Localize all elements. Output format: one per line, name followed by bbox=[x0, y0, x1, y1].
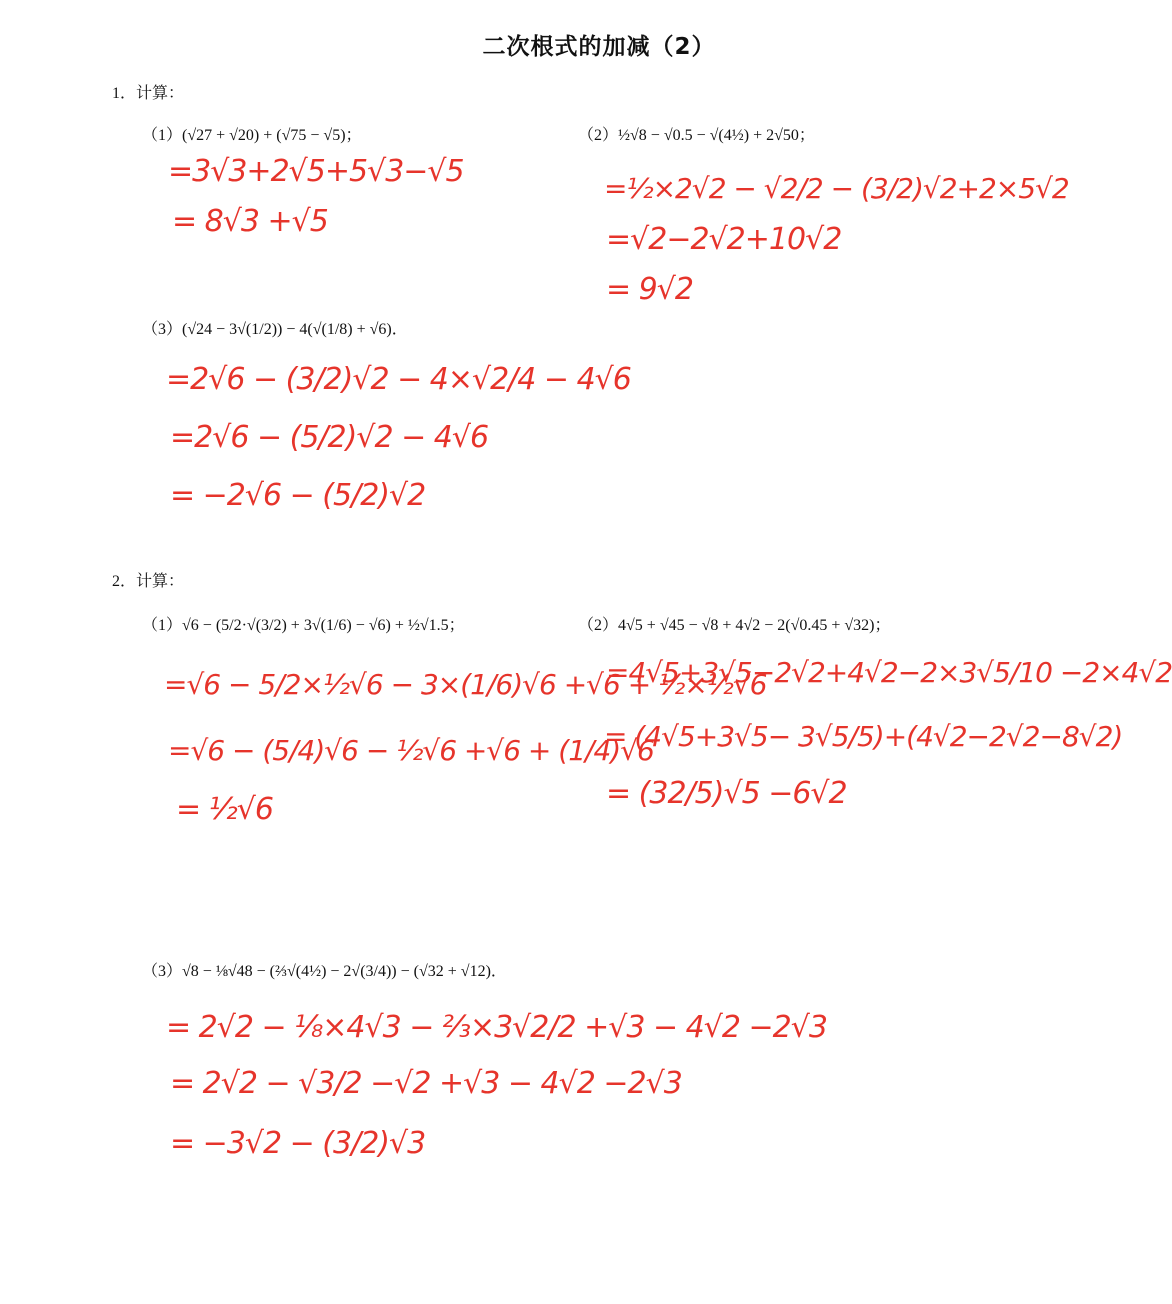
q1-p3-expression: (√24 − 3√(1/2)) − 4(√(1/8) + √6)． bbox=[182, 321, 408, 338]
q2-p3-label: （3） bbox=[142, 963, 183, 980]
q2-p2-expression: 4√5 + √45 − √8 + 4√2 − 2(√0.45 + √32)； bbox=[618, 617, 891, 634]
question-2-heading: 2．计算： bbox=[112, 573, 185, 590]
question-1-heading: 1．计算： bbox=[112, 85, 185, 102]
q1-p1-work-line-1: =3√3+2√5+5√3−√5 bbox=[168, 154, 464, 189]
q2-problem-1 bbox=[142, 612, 465, 635]
page-title: 二次根式的加减（2） bbox=[482, 34, 716, 60]
q1-p1-label: （1） bbox=[142, 127, 183, 144]
q1-p1-expression: (√27 + √20) + (√75 − √5)； bbox=[182, 127, 362, 144]
q2-p1-expression: √6 − (5/2·√(3/2) + 3√(1/6) − √6) + ½√1.5； bbox=[182, 617, 465, 634]
q1-p3-label: （3） bbox=[142, 321, 183, 338]
q1-problem-3 bbox=[142, 316, 408, 339]
q2-p1-work-line-1: =√6 − 5/2×½√6 − 3×(1/6)√6 +√6 + ½×½√6 bbox=[164, 668, 767, 701]
q2-p2-work-line-1: =4√5+3√5−2√2+4√2−2×3√5/10 −2×4√2 bbox=[606, 656, 1172, 689]
q1-problem-2 bbox=[578, 122, 815, 145]
q1-p3-work-line-2: =2√6 − (5/2)√2 − 4√6 bbox=[170, 420, 489, 455]
q2-problem-2 bbox=[578, 612, 890, 635]
q2-p3-work-line-2: = 2√2 − √3/2 −√2 +√3 − 4√2 −2√3 bbox=[170, 1066, 682, 1101]
q1-p3-work-line-1: =2√6 − (3/2)√2 − 4×√2/4 − 4√6 bbox=[166, 362, 631, 397]
q2-problem-3 bbox=[142, 958, 507, 981]
q2-p2-label: （2） bbox=[578, 617, 619, 634]
q2-p2-work-line-3: = (32/5)√5 −6√2 bbox=[606, 776, 847, 811]
q1-p2-work-line-3: = 9√2 bbox=[606, 272, 693, 307]
q1-p3-work-line-3: = −2√6 − (5/2)√2 bbox=[170, 478, 426, 513]
q2-p3-expression: √8 − ⅛√48 − (⅔√(4½) − 2√(3/4)) − (√32 + √12)． bbox=[182, 963, 507, 980]
q2-p1-work-line-3: = ½√6 bbox=[176, 792, 273, 827]
q2-p1-label: （1） bbox=[142, 617, 183, 634]
q2-p1-work-line-2: =√6 − (5/4)√6 − ½√6 +√6 + (1/4)√6 bbox=[168, 734, 654, 767]
q2-p3-work-line-3: = −3√2 − (3/2)√3 bbox=[170, 1126, 426, 1161]
q1-p2-work-line-1: =½×2√2 − √2/2 − (3/2)√2+2×5√2 bbox=[604, 172, 1069, 205]
q1-p2-label: （2） bbox=[578, 127, 619, 144]
q2-p3-work-line-1: = 2√2 − ⅛×4√3 − ⅔×3√2/2 +√3 − 4√2 −2√3 bbox=[166, 1010, 827, 1045]
q2-p2-work-line-2: = (4√5+3√5− 3√5/5)+(4√2−2√2−8√2) bbox=[604, 720, 1123, 753]
q1-p1-work-line-2: = 8√3 +√5 bbox=[172, 204, 328, 239]
q1-p2-work-line-2: =√2−2√2+10√2 bbox=[606, 222, 842, 257]
q1-p2-expression: ½√8 − √0.5 − √(4½) + 2√50； bbox=[618, 127, 815, 144]
q1-problem-1 bbox=[142, 122, 362, 145]
